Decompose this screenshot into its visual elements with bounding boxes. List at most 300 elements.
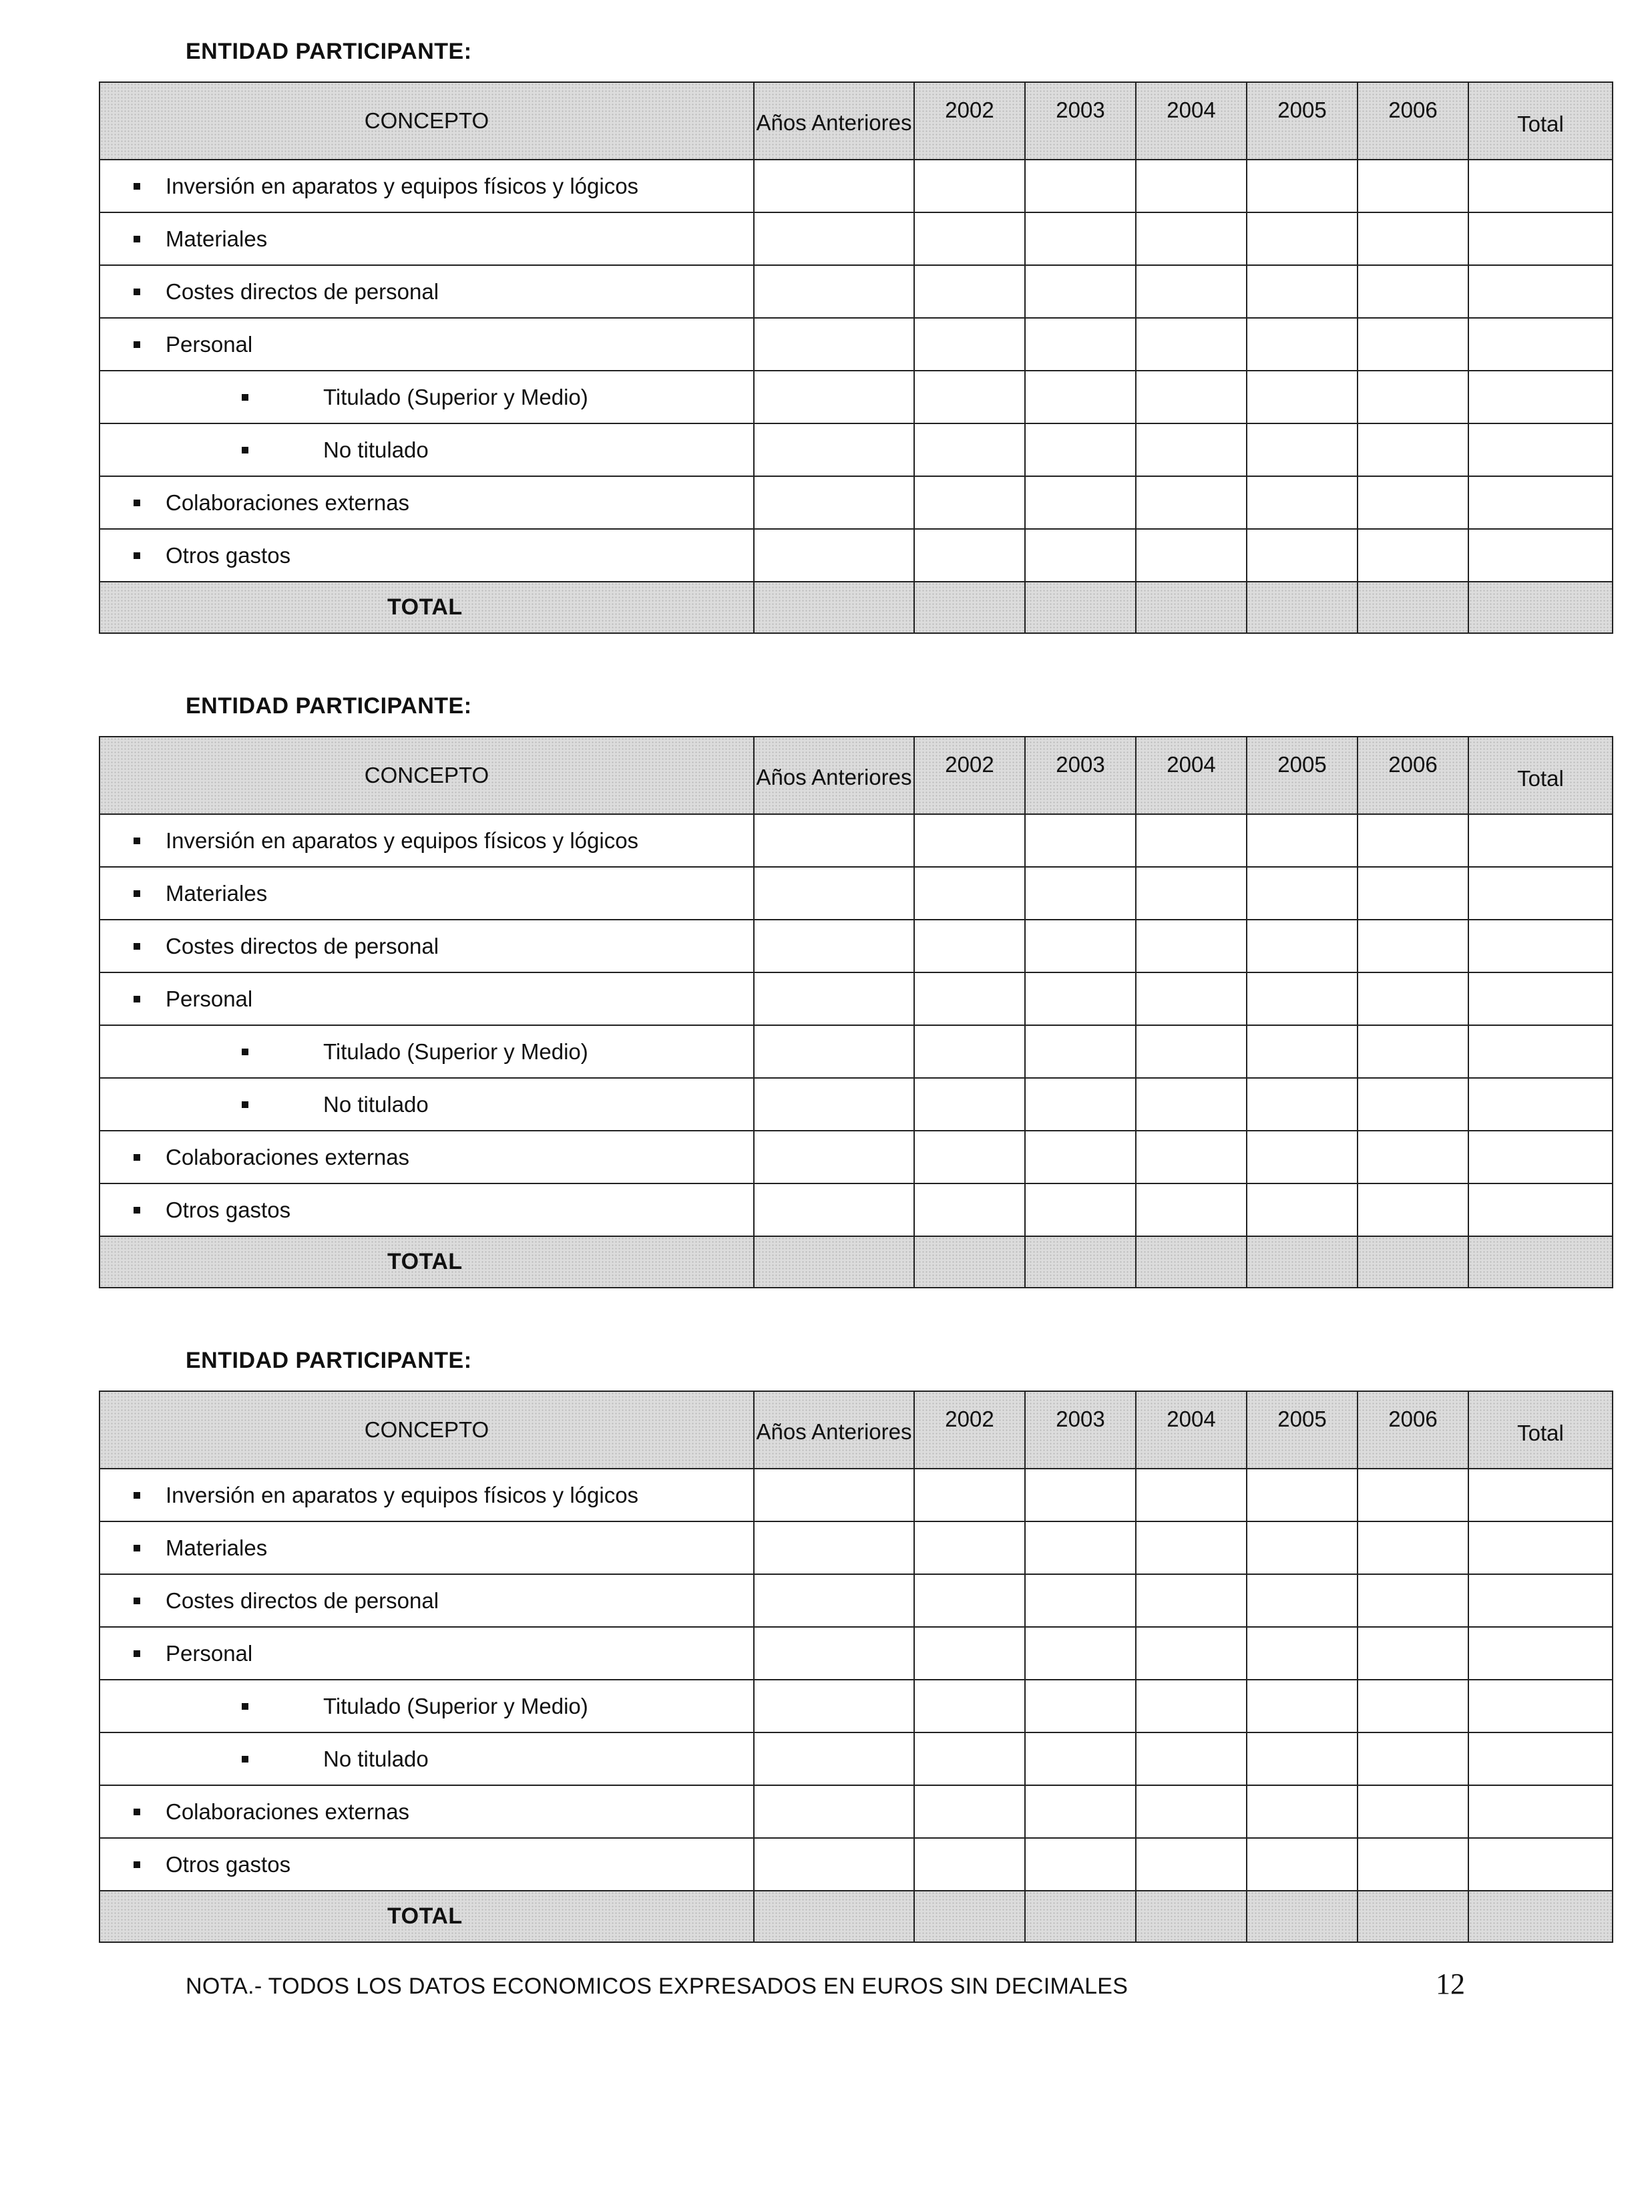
concept-label: Inversión en aparatos y equipos físicos y lógicos <box>166 173 639 198</box>
header-concepto: CONCEPTO <box>99 1391 754 1469</box>
header-2003: 2003 <box>1025 737 1136 814</box>
bullet-icon <box>134 341 140 348</box>
total-value-cell[interactable] <box>1025 582 1136 633</box>
total-value-cell[interactable] <box>754 582 914 633</box>
value-cell[interactable] <box>1468 1838 1613 1891</box>
table-row <box>99 371 1613 423</box>
total-label: TOTAL <box>387 1249 463 1274</box>
concept-label: Otros gastos <box>166 1197 291 1222</box>
table-row <box>99 318 1613 371</box>
header-2006: 2006 <box>1358 1391 1468 1469</box>
value-cell[interactable] <box>1468 160 1613 212</box>
value-cell[interactable] <box>1136 1078 1247 1131</box>
value-cell[interactable] <box>1247 1627 1358 1680</box>
value-cell[interactable] <box>914 318 1025 371</box>
value-cell[interactable] <box>1468 212 1613 265</box>
value-cell[interactable] <box>1468 1183 1613 1236</box>
value-cell[interactable] <box>1358 1025 1468 1078</box>
header-2002: 2002 <box>914 82 1025 160</box>
header-total: Total <box>1468 737 1613 814</box>
concept-cell <box>99 1627 754 1680</box>
value-cell[interactable] <box>914 1131 1025 1183</box>
value-cell[interactable] <box>754 1078 914 1131</box>
table-row <box>99 476 1613 529</box>
header-2003: 2003 <box>1025 1391 1136 1469</box>
total-row <box>99 1236 1613 1288</box>
value-cell[interactable] <box>1247 1785 1358 1838</box>
concept-label: Inversión en aparatos y equipos físicos y lógicos <box>166 827 639 853</box>
concept-label: No titulado <box>323 437 429 462</box>
value-cell[interactable] <box>1468 867 1613 920</box>
value-cell[interactable] <box>1468 529 1613 582</box>
value-cell[interactable] <box>1247 212 1358 265</box>
value-cell[interactable] <box>1468 1131 1613 1183</box>
table-row <box>99 160 1613 212</box>
value-cell[interactable] <box>1247 1183 1358 1236</box>
section-title: ENTIDAD PARTICIPANTE: <box>186 39 472 64</box>
value-cell[interactable] <box>754 1838 914 1891</box>
bullet-icon <box>242 394 248 401</box>
value-cell[interactable] <box>1136 318 1247 371</box>
total-label-cell <box>99 1236 754 1288</box>
value-cell[interactable] <box>1358 1680 1468 1732</box>
footer-note: NOTA.- TODOS LOS DATOS ECONOMICOS EXPRESADOS EN EUROS SIN DECIMALES <box>186 1974 1128 1999</box>
table-row <box>99 1627 1613 1680</box>
value-cell[interactable] <box>1468 1785 1613 1838</box>
value-cell[interactable] <box>1136 1732 1247 1785</box>
value-cell[interactable] <box>754 160 914 212</box>
value-cell[interactable] <box>754 1627 914 1680</box>
header-2004: 2004 <box>1136 737 1247 814</box>
value-cell[interactable] <box>914 160 1025 212</box>
concept-label: Personal <box>166 986 253 1011</box>
concept-label: No titulado <box>323 1746 429 1771</box>
bullet-icon <box>134 1650 140 1657</box>
value-cell[interactable] <box>914 1785 1025 1838</box>
value-cell[interactable] <box>1136 920 1247 972</box>
concept-label: Materiales <box>166 880 268 906</box>
table-row <box>99 814 1613 867</box>
value-cell[interactable] <box>1358 1838 1468 1891</box>
value-cell[interactable] <box>1025 1469 1136 1521</box>
budget-table <box>99 81 1613 634</box>
header-2006: 2006 <box>1358 82 1468 160</box>
value-cell[interactable] <box>1247 265 1358 318</box>
value-cell[interactable] <box>1468 1025 1613 1078</box>
bullet-icon <box>134 552 140 559</box>
value-cell[interactable] <box>914 265 1025 318</box>
value-cell[interactable] <box>754 1680 914 1732</box>
bullet-icon <box>134 1492 140 1499</box>
value-cell[interactable] <box>1358 814 1468 867</box>
total-value-cell[interactable] <box>914 1891 1025 1942</box>
value-cell[interactable] <box>1136 1838 1247 1891</box>
total-value-cell[interactable] <box>754 1236 914 1288</box>
bullet-icon <box>134 1809 140 1815</box>
value-cell[interactable] <box>754 920 914 972</box>
value-cell[interactable] <box>914 1574 1025 1627</box>
section-title: ENTIDAD PARTICIPANTE: <box>186 693 472 719</box>
bullet-icon <box>242 1756 248 1763</box>
value-cell[interactable] <box>1025 1838 1136 1891</box>
total-label-cell <box>99 582 754 633</box>
value-cell[interactable] <box>1136 476 1247 529</box>
value-cell[interactable] <box>1358 212 1468 265</box>
value-cell[interactable] <box>1468 423 1613 476</box>
total-value-cell[interactable] <box>1025 1891 1136 1942</box>
table-row <box>99 1521 1613 1574</box>
value-cell[interactable] <box>1136 1025 1247 1078</box>
value-cell[interactable] <box>1358 318 1468 371</box>
value-cell[interactable] <box>1025 920 1136 972</box>
table-row <box>99 1838 1613 1891</box>
value-cell[interactable] <box>754 318 914 371</box>
concept-label: Titulado (Superior y Medio) <box>323 1039 588 1064</box>
budget-table <box>99 736 1613 1288</box>
total-value-cell[interactable] <box>1358 1236 1468 1288</box>
value-cell[interactable] <box>754 1131 914 1183</box>
value-cell[interactable] <box>1025 423 1136 476</box>
value-cell[interactable] <box>1468 1732 1613 1785</box>
total-label-cell <box>99 1891 754 1942</box>
bullet-icon <box>134 943 140 950</box>
value-cell[interactable] <box>1247 1838 1358 1891</box>
concept-cell <box>99 1469 754 1521</box>
total-row <box>99 1891 1613 1942</box>
value-cell[interactable] <box>1025 1627 1136 1680</box>
header-2002: 2002 <box>914 737 1025 814</box>
value-cell[interactable] <box>914 529 1025 582</box>
value-cell[interactable] <box>1136 1785 1247 1838</box>
value-cell[interactable] <box>1247 920 1358 972</box>
value-cell[interactable] <box>1247 1732 1358 1785</box>
value-cell[interactable] <box>1358 1131 1468 1183</box>
value-cell[interactable] <box>914 1838 1025 1891</box>
value-cell[interactable] <box>1247 1574 1358 1627</box>
value-cell[interactable] <box>1247 1521 1358 1574</box>
value-cell[interactable] <box>914 1521 1025 1574</box>
table-row <box>99 1469 1613 1521</box>
value-cell[interactable] <box>1025 814 1136 867</box>
total-value-cell[interactable] <box>1136 1236 1247 1288</box>
value-cell[interactable] <box>1247 1025 1358 1078</box>
total-label: TOTAL <box>387 594 463 620</box>
value-cell[interactable] <box>1247 1078 1358 1131</box>
concept-label: Colaboraciones externas <box>166 490 410 515</box>
total-value-cell[interactable] <box>1025 1236 1136 1288</box>
value-cell[interactable] <box>1025 1785 1136 1838</box>
concept-cell <box>99 265 754 318</box>
value-cell[interactable] <box>1247 1680 1358 1732</box>
value-cell[interactable] <box>754 265 914 318</box>
table-row <box>99 1732 1613 1785</box>
header-2003: 2003 <box>1025 82 1136 160</box>
value-cell[interactable] <box>1358 867 1468 920</box>
value-cell[interactable] <box>754 1574 914 1627</box>
value-cell[interactable] <box>914 920 1025 972</box>
value-cell[interactable] <box>1247 160 1358 212</box>
value-cell[interactable] <box>754 1732 914 1785</box>
value-cell[interactable] <box>1025 1183 1136 1236</box>
value-cell[interactable] <box>914 212 1025 265</box>
value-cell[interactable] <box>1247 972 1358 1025</box>
concept-label: Materiales <box>166 226 268 251</box>
value-cell[interactable] <box>1358 1521 1468 1574</box>
value-cell[interactable] <box>1468 972 1613 1025</box>
value-cell[interactable] <box>754 867 914 920</box>
value-cell[interactable] <box>1025 160 1136 212</box>
concept-cell <box>99 1078 754 1131</box>
value-cell[interactable] <box>1468 265 1613 318</box>
total-value-cell[interactable] <box>1358 1891 1468 1942</box>
concept-label: Costes directos de personal <box>166 279 439 304</box>
value-cell[interactable] <box>914 1732 1025 1785</box>
section-title: ENTIDAD PARTICIPANTE: <box>186 1348 472 1373</box>
concept-label: Materiales <box>166 1535 268 1560</box>
table-row <box>99 1574 1613 1627</box>
header-anos-anteriores: Años Anteriores <box>754 82 914 160</box>
bullet-icon <box>134 236 140 242</box>
total-value-cell[interactable] <box>1136 582 1247 633</box>
value-cell[interactable] <box>1358 1469 1468 1521</box>
total-value-cell[interactable] <box>1247 1891 1358 1942</box>
bullet-icon <box>134 289 140 295</box>
table-row <box>99 1131 1613 1183</box>
table-row <box>99 1078 1613 1131</box>
table-row <box>99 529 1613 582</box>
value-cell[interactable] <box>754 1521 914 1574</box>
header-2006: 2006 <box>1358 737 1468 814</box>
value-cell[interactable] <box>754 1183 914 1236</box>
value-cell[interactable] <box>1468 1627 1613 1680</box>
value-cell[interactable] <box>1136 1183 1247 1236</box>
value-cell[interactable] <box>1025 1025 1136 1078</box>
value-cell[interactable] <box>1025 1521 1136 1574</box>
concept-label: Colaboraciones externas <box>166 1799 410 1824</box>
value-cell[interactable] <box>1025 529 1136 582</box>
value-cell[interactable] <box>1136 212 1247 265</box>
value-cell[interactable] <box>1136 529 1247 582</box>
concept-label: Otros gastos <box>166 542 291 568</box>
value-cell[interactable] <box>1247 867 1358 920</box>
value-cell[interactable] <box>754 972 914 1025</box>
total-value-cell[interactable] <box>1247 1236 1358 1288</box>
bullet-icon <box>134 1545 140 1551</box>
value-cell[interactable] <box>1136 814 1247 867</box>
value-cell[interactable] <box>1136 423 1247 476</box>
table-row <box>99 265 1613 318</box>
concept-label: Titulado (Superior y Medio) <box>323 384 588 409</box>
total-value-cell[interactable] <box>1136 1891 1247 1942</box>
value-cell[interactable] <box>1468 920 1613 972</box>
total-value-cell[interactable] <box>914 1236 1025 1288</box>
value-cell[interactable] <box>1468 1469 1613 1521</box>
value-cell[interactable] <box>914 814 1025 867</box>
value-cell[interactable] <box>1136 1469 1247 1521</box>
value-cell[interactable] <box>914 1183 1025 1236</box>
value-cell[interactable] <box>754 1469 914 1521</box>
total-value-cell[interactable] <box>1468 1236 1613 1288</box>
value-cell[interactable] <box>1136 1627 1247 1680</box>
value-cell[interactable] <box>1358 529 1468 582</box>
value-cell[interactable] <box>1136 160 1247 212</box>
value-cell[interactable] <box>1468 1078 1613 1131</box>
value-cell[interactable] <box>754 814 914 867</box>
concept-cell <box>99 318 754 371</box>
value-cell[interactable] <box>1136 1131 1247 1183</box>
bullet-icon <box>134 183 140 190</box>
table-header-row <box>99 1391 1613 1469</box>
concept-cell <box>99 371 754 423</box>
total-value-cell[interactable] <box>1468 1891 1613 1942</box>
bullet-icon <box>134 1207 140 1214</box>
bullet-icon <box>134 1861 140 1868</box>
budget-table <box>99 1391 1613 1943</box>
concept-label: Costes directos de personal <box>166 933 439 958</box>
value-cell[interactable] <box>1025 972 1136 1025</box>
value-cell[interactable] <box>1025 1680 1136 1732</box>
concept-label: Colaboraciones externas <box>166 1144 410 1169</box>
value-cell[interactable] <box>1247 529 1358 582</box>
value-cell[interactable] <box>1025 318 1136 371</box>
value-cell[interactable] <box>1358 423 1468 476</box>
value-cell[interactable] <box>1247 1469 1358 1521</box>
value-cell[interactable] <box>1136 371 1247 423</box>
total-value-cell[interactable] <box>1358 582 1468 633</box>
concept-cell <box>99 867 754 920</box>
concept-cell <box>99 1732 754 1785</box>
total-value-cell[interactable] <box>914 582 1025 633</box>
value-cell[interactable] <box>914 371 1025 423</box>
table-row <box>99 1785 1613 1838</box>
page-number: 12 <box>1436 1968 1465 2000</box>
value-cell[interactable] <box>1136 867 1247 920</box>
value-cell[interactable] <box>1468 1680 1613 1732</box>
header-2005: 2005 <box>1247 82 1358 160</box>
value-cell[interactable] <box>1025 1131 1136 1183</box>
bullet-icon <box>134 838 140 844</box>
concept-label: Personal <box>166 1640 253 1666</box>
table-row <box>99 423 1613 476</box>
value-cell[interactable] <box>914 1469 1025 1521</box>
value-cell[interactable] <box>914 476 1025 529</box>
concept-cell <box>99 212 754 265</box>
concept-label: Titulado (Superior y Medio) <box>323 1693 588 1718</box>
bullet-icon <box>242 1101 248 1108</box>
concept-cell <box>99 972 754 1025</box>
value-cell[interactable] <box>1358 920 1468 972</box>
total-value-cell[interactable] <box>754 1891 914 1942</box>
value-cell[interactable] <box>1136 1521 1247 1574</box>
value-cell[interactable] <box>914 1680 1025 1732</box>
value-cell[interactable] <box>1025 371 1136 423</box>
value-cell[interactable] <box>754 423 914 476</box>
value-cell[interactable] <box>914 972 1025 1025</box>
value-cell[interactable] <box>1025 1574 1136 1627</box>
value-cell[interactable] <box>1358 371 1468 423</box>
value-cell[interactable] <box>1025 1078 1136 1131</box>
header-total: Total <box>1468 82 1613 160</box>
value-cell[interactable] <box>1358 1183 1468 1236</box>
value-cell[interactable] <box>1358 476 1468 529</box>
concept-cell <box>99 160 754 212</box>
value-cell[interactable] <box>1358 1078 1468 1131</box>
concept-cell <box>99 1680 754 1732</box>
bullet-icon <box>134 890 140 897</box>
value-cell[interactable] <box>1025 1732 1136 1785</box>
value-cell[interactable] <box>754 1785 914 1838</box>
value-cell[interactable] <box>1358 1574 1468 1627</box>
header-total: Total <box>1468 1391 1613 1469</box>
value-cell[interactable] <box>1247 318 1358 371</box>
value-cell[interactable] <box>1025 476 1136 529</box>
value-cell[interactable] <box>1247 814 1358 867</box>
value-cell[interactable] <box>754 529 914 582</box>
table-header-row <box>99 82 1613 160</box>
value-cell[interactable] <box>1468 1574 1613 1627</box>
value-cell[interactable] <box>1468 371 1613 423</box>
value-cell[interactable] <box>754 476 914 529</box>
value-cell[interactable] <box>1358 972 1468 1025</box>
value-cell[interactable] <box>754 371 914 423</box>
concept-cell <box>99 1785 754 1838</box>
value-cell[interactable] <box>1358 160 1468 212</box>
table-row <box>99 1183 1613 1236</box>
value-cell[interactable] <box>754 1025 914 1078</box>
bullet-icon <box>134 996 140 1002</box>
concept-cell <box>99 1025 754 1078</box>
table-header-row <box>99 737 1613 814</box>
value-cell[interactable] <box>914 867 1025 920</box>
concept-cell <box>99 423 754 476</box>
value-cell[interactable] <box>1025 212 1136 265</box>
total-value-cell[interactable] <box>1468 582 1613 633</box>
value-cell[interactable] <box>1136 1574 1247 1627</box>
header-2004: 2004 <box>1136 82 1247 160</box>
value-cell[interactable] <box>1247 1131 1358 1183</box>
value-cell[interactable] <box>1468 318 1613 371</box>
value-cell[interactable] <box>1247 371 1358 423</box>
value-cell[interactable] <box>1025 867 1136 920</box>
value-cell[interactable] <box>1468 476 1613 529</box>
concept-cell <box>99 814 754 867</box>
value-cell[interactable] <box>1358 265 1468 318</box>
value-cell[interactable] <box>1468 1521 1613 1574</box>
total-label: TOTAL <box>387 1903 463 1929</box>
total-value-cell[interactable] <box>1247 582 1358 633</box>
value-cell[interactable] <box>1136 1680 1247 1732</box>
value-cell[interactable] <box>914 423 1025 476</box>
value-cell[interactable] <box>1468 814 1613 867</box>
value-cell[interactable] <box>1358 1732 1468 1785</box>
value-cell[interactable] <box>1025 265 1136 318</box>
value-cell[interactable] <box>1247 476 1358 529</box>
value-cell[interactable] <box>1136 265 1247 318</box>
value-cell[interactable] <box>914 1025 1025 1078</box>
value-cell[interactable] <box>914 1078 1025 1131</box>
value-cell[interactable] <box>1136 972 1247 1025</box>
value-cell[interactable] <box>1247 423 1358 476</box>
concept-cell <box>99 1183 754 1236</box>
value-cell[interactable] <box>754 212 914 265</box>
header-anos-anteriores: Años Anteriores <box>754 737 914 814</box>
concept-label: Personal <box>166 331 253 357</box>
header-2005: 2005 <box>1247 737 1358 814</box>
value-cell[interactable] <box>914 1627 1025 1680</box>
value-cell[interactable] <box>1358 1627 1468 1680</box>
bullet-icon <box>242 447 248 453</box>
value-cell[interactable] <box>1358 1785 1468 1838</box>
